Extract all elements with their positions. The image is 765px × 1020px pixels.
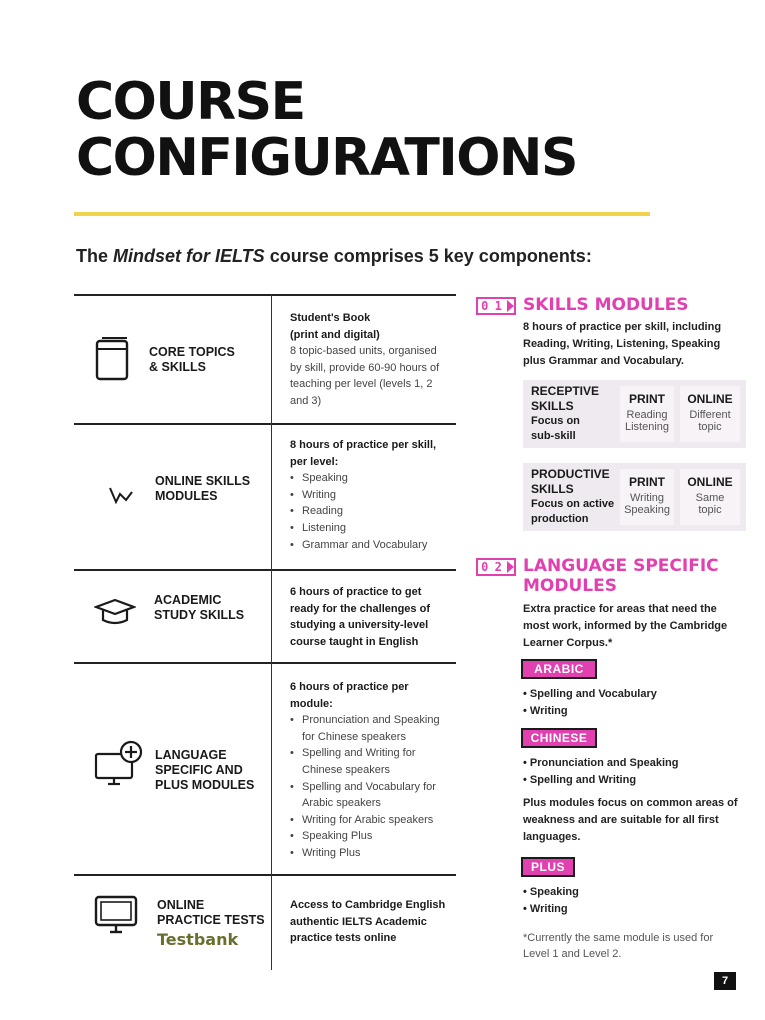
productive-online: ONLINE Same topic bbox=[680, 469, 740, 525]
table-divider bbox=[74, 569, 456, 571]
table-column-divider bbox=[271, 294, 272, 970]
title-underline bbox=[74, 212, 650, 216]
graduation-cap-icon bbox=[94, 598, 136, 633]
language-modules-heading: LANGUAGE SPECIFIC MODULES bbox=[523, 556, 719, 596]
row-desc-language-specific: 6 hours of practice per module: • Pronunciation and Speaking for Chinese speakers • Spelling and Writing for Chinese speakers • Spelling and Vocabulary for Arabic speakers • Writing for Arabic speakers • Speaking Plus • Writing Plus bbox=[290, 679, 450, 862]
list-item: • Grammar and Vocabulary bbox=[290, 537, 450, 554]
receptive-print: PRINT Reading Listening bbox=[620, 386, 674, 442]
plus-list bbox=[523, 884, 579, 918]
row-desc-academic: 6 hours of practice to get ready for the challenges of studying a university-level course taught in English bbox=[290, 586, 430, 648]
list-item: • Spelling and Writing bbox=[523, 772, 678, 789]
components-table bbox=[74, 294, 456, 970]
cursor-icon bbox=[108, 484, 134, 511]
list-item: • Spelling and Vocabulary bbox=[523, 686, 657, 703]
testbank-logo: Testbank bbox=[157, 930, 239, 949]
book-icon bbox=[94, 336, 130, 387]
section-number-02: 0 2 bbox=[476, 558, 516, 576]
arabic-tag: ARABIC bbox=[521, 659, 597, 679]
receptive-online: ONLINE Different topic bbox=[680, 386, 740, 442]
list-item: • Writing Plus bbox=[290, 845, 450, 862]
row-label-online-skills: ONLINE SKILLS MODULES bbox=[155, 474, 251, 503]
list-item: • Speaking bbox=[523, 884, 579, 901]
intro-text: The Mindset for IELTS course comprises 5 key components: bbox=[76, 246, 592, 266]
plus-tag: PLUS bbox=[521, 857, 575, 877]
title-line-1: COURSE bbox=[76, 72, 305, 132]
table-divider bbox=[74, 874, 456, 876]
title-line-2: CONFIGURATIONS bbox=[76, 128, 577, 188]
list-item: • Spelling and Writing for Chinese speakers bbox=[290, 745, 450, 778]
list-item: • Writing for Arabic speakers bbox=[290, 812, 450, 829]
language-modules-text: Extra practice for areas that need the most work, informed by the Cambridge Learner Corpus.* bbox=[523, 603, 728, 649]
row-desc-online-skills: 8 hours of practice per skill, per level: • Speaking • Writing • Reading • Listening • Grammar and Vocabulary bbox=[290, 437, 450, 553]
list-item: • Writing bbox=[290, 487, 450, 504]
skills-modules-heading: SKILLS MODULES bbox=[523, 295, 689, 315]
row-label-academic: ACADEMIC STUDY SKILLS bbox=[154, 593, 245, 622]
list-item: • Speaking bbox=[290, 470, 450, 487]
list-item: • Speaking Plus bbox=[290, 828, 450, 845]
list-item: • Spelling and Vocabulary for Arabic speakers bbox=[290, 779, 450, 812]
plus-modules-text: Plus modules focus on common areas of weakness and are suitable for all first languages. bbox=[523, 797, 738, 843]
chinese-list bbox=[523, 755, 678, 789]
productive-print: PRINT Writing Speaking bbox=[620, 469, 674, 525]
row-label-practice-tests: ONLINE PRACTICE TESTS Testbank bbox=[157, 898, 265, 949]
row-label-core-topics: CORE TOPICS & SKILLS bbox=[149, 345, 235, 374]
row-label-language-specific: LANGUAGE SPECIFIC AND PLUS MODULES bbox=[155, 748, 255, 792]
table-divider bbox=[74, 294, 456, 296]
list-item: • Listening bbox=[290, 520, 450, 537]
list-item: • Pronunciation and Speaking for Chinese speakers bbox=[290, 712, 450, 745]
monitor-icon bbox=[94, 894, 138, 941]
section-number-01: 0 1 bbox=[476, 297, 516, 315]
list-item: • Pronunciation and Speaking bbox=[523, 755, 678, 772]
list-item: • Writing bbox=[523, 901, 579, 918]
chinese-tag: CHINESE bbox=[521, 728, 597, 748]
table-divider bbox=[74, 423, 456, 425]
productive-skills-box: PRODUCTIVE SKILLS Focus on active production PRINT Writing Speaking ONLINE Same topic bbox=[523, 463, 746, 531]
arabic-list bbox=[523, 686, 657, 720]
footnote: *Currently the same module is used for Level 1 and Level 2. bbox=[523, 932, 714, 960]
table-divider bbox=[74, 662, 456, 664]
list-item: • Writing bbox=[523, 703, 657, 720]
page-title bbox=[76, 74, 577, 186]
receptive-skills-box: RECEPTIVE SKILLS Focus on sub-skill PRINT Reading Listening ONLINE Different topic bbox=[523, 380, 746, 448]
page-number: 7 bbox=[714, 972, 736, 990]
row-desc-practice-tests: Access to Cambridge English authentic IELTS Academic practice tests online bbox=[290, 899, 446, 945]
list-item: • Reading bbox=[290, 503, 450, 520]
monitor-plus-icon bbox=[94, 740, 146, 793]
row-desc-core-topics: Student's Book (print and digital) 8 topic-based units, organised by skill, provide 60-90 hours of teaching per level (levels 1, 2 and 3) bbox=[290, 312, 440, 407]
skills-modules-text: 8 hours of practice per skill, including Reading, Writing, Listening, Speaking plus Grammar and Vocabulary. bbox=[523, 321, 722, 367]
